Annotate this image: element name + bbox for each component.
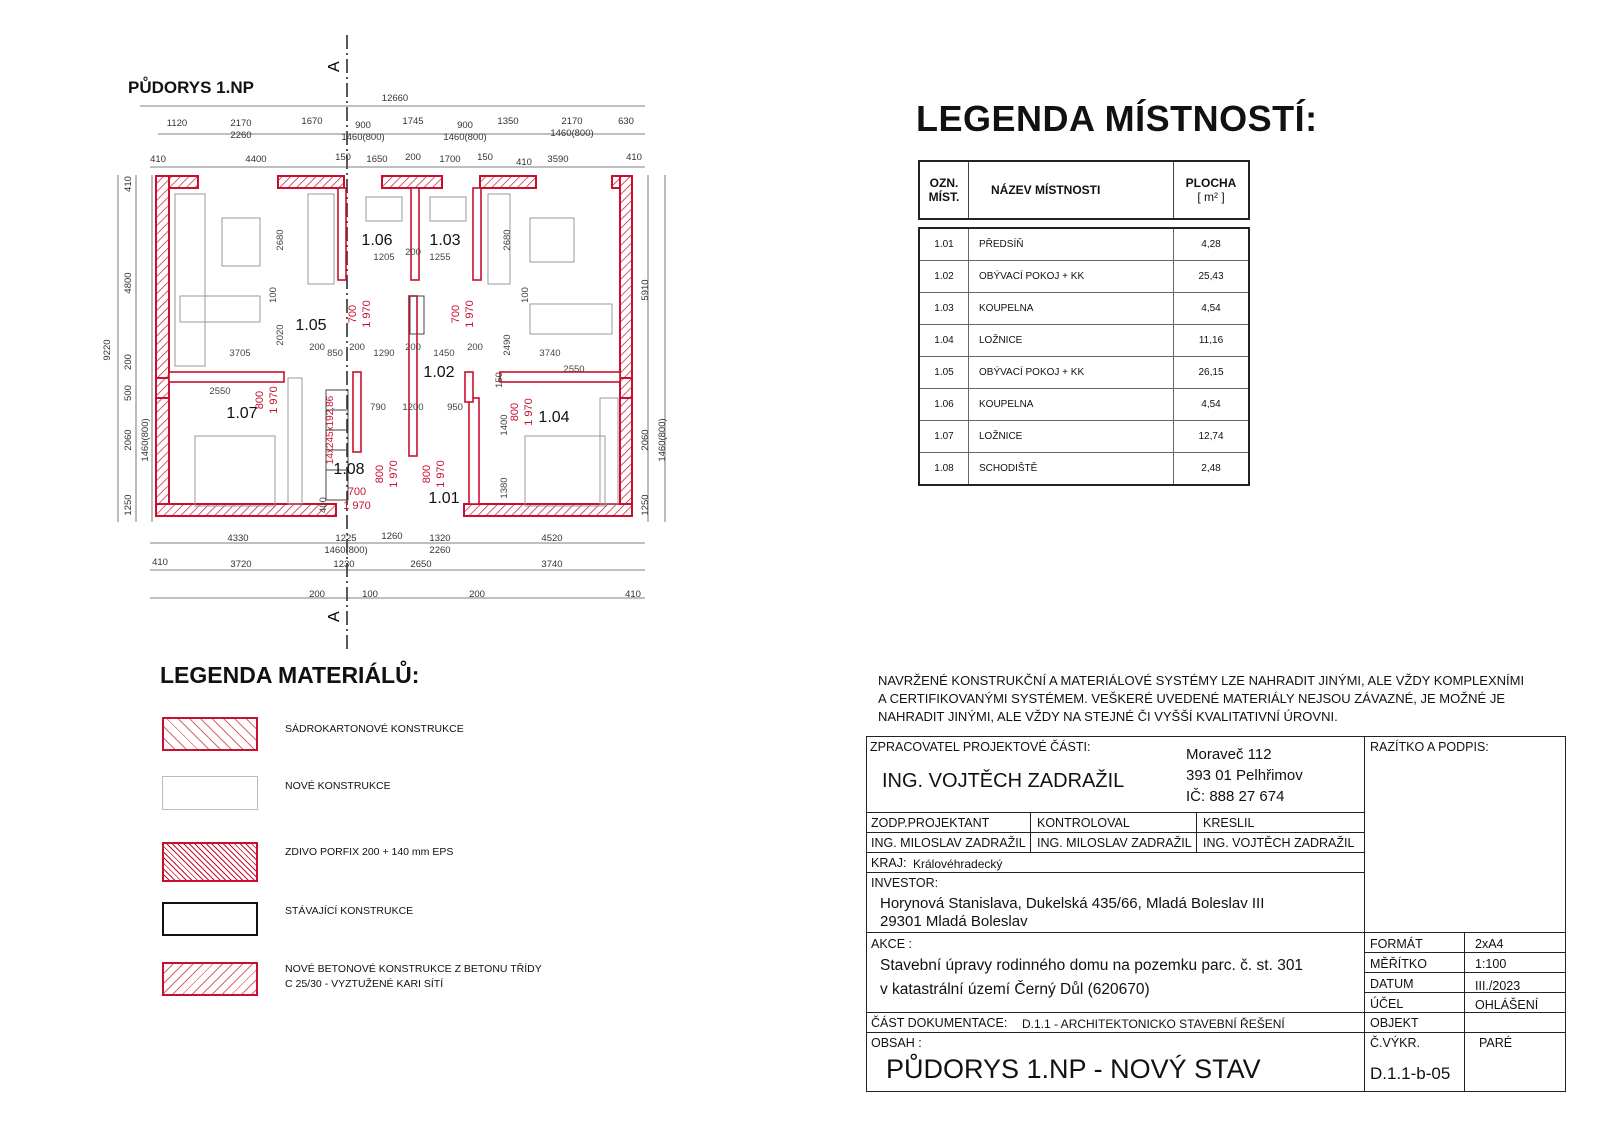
rooms-legend-header xyxy=(918,160,1250,220)
table-row: 1.08 SCHODIŠTĚ 2,48 xyxy=(919,453,1249,486)
door-label: 800 xyxy=(254,390,266,410)
room-label-1.03: 1.03 xyxy=(429,232,461,249)
dim-label: 1670 xyxy=(301,116,323,127)
door-label: 1 970 xyxy=(388,460,400,488)
address-line1: Moraveč 112 xyxy=(1186,746,1272,763)
dim-label: 410 xyxy=(626,152,642,163)
materials-legend-title: LEGENDA MATERIÁLŮ: xyxy=(160,662,420,688)
dim-label: 150 xyxy=(335,152,351,163)
material-label: NOVÉ BETONOVÉ KONSTRUKCE Z BETONU TŘÍDY xyxy=(285,963,542,975)
dim-label: 1250 xyxy=(640,494,651,516)
dim-label: 3590 xyxy=(547,154,569,165)
investor-label: INVESTOR: xyxy=(871,876,939,890)
dim-label: 1225 xyxy=(335,533,357,544)
dim-label: 1460(800) xyxy=(657,418,668,462)
dim-label: 850 xyxy=(327,348,343,359)
dim-label: 4330 xyxy=(227,533,249,544)
dim-label: 1460(800) xyxy=(443,132,487,143)
dim-label: 630 xyxy=(618,116,634,127)
ucel-label: ÚČEL xyxy=(1370,997,1404,1011)
kraj-label: KRAJ: xyxy=(871,856,907,870)
dim-label: 200 xyxy=(467,342,483,353)
dim-label: 410 xyxy=(516,157,532,168)
dim-label: 500 xyxy=(123,385,134,401)
objekt-label: OBJEKT xyxy=(1370,1016,1419,1030)
dim-label: 1460(800) xyxy=(324,545,368,556)
dim-label: 2650 xyxy=(410,559,432,570)
dim-label: 2550 xyxy=(209,386,231,397)
dim-label: 200 xyxy=(405,247,421,258)
door-label: 700 xyxy=(347,486,367,498)
obsah-value: PŮDORYS 1.NP - NOVÝ STAV xyxy=(886,1054,1261,1084)
dim-label: 2490 xyxy=(502,334,513,356)
dim-label: 5910 xyxy=(640,279,651,301)
dim-label: 200 xyxy=(309,342,325,353)
dim-label: 4400 xyxy=(245,154,267,165)
format-label: FORMÁT xyxy=(1370,937,1423,951)
dim-label: 2680 xyxy=(275,229,286,251)
door-label: 1 970 xyxy=(435,460,447,488)
dim-label: 200 xyxy=(405,152,421,163)
zodp-label: ZODP.PROJEKTANT xyxy=(871,816,990,830)
dim-label: 900 xyxy=(355,120,371,131)
meritko-value: 1:100 xyxy=(1475,957,1507,971)
akce-line2: v katastrální území Černý Důl (620670) xyxy=(880,981,1150,998)
address-line2: 393 01 Pelhřimov xyxy=(1186,767,1303,784)
meritko-label: MĚŘÍTKO xyxy=(1370,957,1427,971)
obsah-label: OBSAH : xyxy=(871,1036,922,1050)
dim-label: 1450 xyxy=(433,348,455,359)
dim-label: 790 xyxy=(370,402,386,413)
dim-label: 950 xyxy=(447,402,463,413)
room-label-1.02: 1.02 xyxy=(423,364,455,381)
door-label: 800 xyxy=(374,464,386,484)
dim-label: 1250 xyxy=(123,494,134,516)
swatch-existing xyxy=(162,902,258,936)
door-label: 1 970 xyxy=(523,398,535,426)
dim-label: 150 xyxy=(494,372,505,388)
door-label: 700 xyxy=(347,304,359,324)
dim-label: 1230 xyxy=(333,559,355,570)
kreslil-name: ING. VOJTĚCH ZADRAŽIL xyxy=(1203,836,1355,850)
door-label: 1 970 xyxy=(361,300,373,328)
dim-total-depth: 9220 xyxy=(102,339,113,361)
room-label-1.08: 1.08 xyxy=(333,461,365,478)
dim-label: 410 xyxy=(150,154,166,165)
datum-value: III./2023 xyxy=(1475,979,1521,993)
akce-label: AKCE : xyxy=(871,937,912,951)
rooms-legend-title: LEGENDA MÍSTNOSTÍ: xyxy=(916,98,1318,139)
format-value: 2xA4 xyxy=(1475,937,1504,951)
investor-line1: Horynová Stanislava, Dukelská 435/66, Mladá Boleslav III xyxy=(880,895,1265,912)
rooms-legend-table xyxy=(918,227,1250,486)
swatch-drywall xyxy=(162,717,258,751)
dim-label: 1380 xyxy=(499,477,510,499)
dim-label: 2260 xyxy=(230,130,252,141)
zpracovatel-label: ZPRACOVATEL PROJEKTOVÉ ČÁSTI: xyxy=(870,740,1091,754)
table-row: 1.01 PŘEDSÍŇ 4,28 xyxy=(919,228,1249,261)
dim-label: 150 xyxy=(477,152,493,163)
ucel-value: OHLÁŠENÍ xyxy=(1475,998,1539,1012)
kontroloval-name: ING. MILOSLAV ZADRAŽIL xyxy=(1037,836,1192,850)
pare-label: PARÉ xyxy=(1479,1036,1513,1050)
dim-label: 4800 xyxy=(123,272,134,294)
dim-label: 410 xyxy=(152,557,168,568)
dim-label: 3720 xyxy=(230,559,252,570)
floor-plan-drawing xyxy=(0,0,700,660)
dim-label: 200 xyxy=(405,342,421,353)
material-label: SÁDROKARTONOVÉ KONSTRUKCE xyxy=(285,723,464,735)
dim-label: 100 xyxy=(362,589,378,600)
dim-label: 3740 xyxy=(539,348,561,359)
section-mark-bottom: A xyxy=(326,611,343,622)
table-row: 1.03 KOUPELNA 4,54 xyxy=(919,293,1249,325)
dim-label: 1205 xyxy=(373,252,395,263)
dim-label: 1320 xyxy=(429,533,451,544)
kontroloval-label: KONTROLOVAL xyxy=(1037,816,1130,830)
dim-label: 1460(800) xyxy=(550,128,594,139)
dim-label: 1745 xyxy=(402,116,424,127)
dim-label: 2060 xyxy=(640,429,651,451)
swatch-new xyxy=(162,776,258,810)
materials-note: NAVRŽENÉ KONSTRUKČNÍ A MATERIÁLOVÉ SYSTÉMY LZE NAHRADIT JINÝMI, ALE VŽDY KOMPLEXNÍMI A CERTIFIKOVANÝMI SYSTÉMEM. VEŠKERÉ UVEDENÉ MATERIÁLY NEJSOU ZÁVAZNÉ, JE MOŽNÉ JE NAHRADIT JINÝMI, ALE VŽDY NA STEJNÉ ČI VYŠŠÍ KVALITATIVNÍ ÚROVNI. xyxy=(878,673,1525,724)
swatch-masonry xyxy=(162,842,258,882)
door-label: 700 xyxy=(450,304,462,324)
cvykr-label: Č.VÝKR. xyxy=(1370,1036,1421,1050)
room-label-1.04: 1.04 xyxy=(538,409,570,426)
table-row: 1.06 KOUPELNA 4,54 xyxy=(919,389,1249,421)
material-label: NOVÉ KONSTRUKCE xyxy=(285,780,391,792)
dim-label: 100 xyxy=(520,287,531,303)
dim-label: 1400 xyxy=(499,414,510,436)
akce-line1: Stavební úpravy rodinného domu na pozemku parc. č. st. 301 xyxy=(880,957,1304,974)
swatch-concrete xyxy=(162,962,258,996)
material-label: ZDIVO PORFIX 200 + 140 mm EPS xyxy=(285,846,454,858)
dim-label: 1700 xyxy=(439,154,461,165)
dim-label: 2680 xyxy=(502,229,513,251)
room-label-1.01: 1.01 xyxy=(428,490,460,507)
dim-label: 4520 xyxy=(541,533,563,544)
dim-label: 1260 xyxy=(381,531,403,542)
dim-label: 1650 xyxy=(366,154,388,165)
door-label: 800 xyxy=(509,402,521,422)
room-label-1.07: 1.07 xyxy=(226,405,258,422)
kraj-value: Královéhradecký xyxy=(913,857,1003,871)
door-label: 800 xyxy=(421,464,433,484)
table-row: 1.02 OBÝVACÍ POKOJ + KK 25,43 xyxy=(919,261,1249,293)
dim-label: 400 xyxy=(318,497,329,513)
dim-label: 410 xyxy=(625,589,641,600)
door-label: 1 970 xyxy=(343,500,371,512)
table-row: 1.05 OBÝVACÍ POKOJ + KK 26,15 xyxy=(919,357,1249,389)
dim-label: 1290 xyxy=(373,348,395,359)
header-area: PLOCHA [ m² ] xyxy=(1174,161,1250,219)
dim-label: 1120 xyxy=(166,118,188,129)
dim-label: 2020 xyxy=(275,324,286,346)
section-mark-top: A xyxy=(326,61,343,72)
dim-label: 100 xyxy=(268,287,279,303)
header-ozn: OZN. MÍST. xyxy=(919,161,969,219)
dim-label: 3740 xyxy=(541,559,563,570)
dim-label: 900 xyxy=(457,120,473,131)
dim-label: 1350 xyxy=(497,116,519,127)
dim-label: 1200 xyxy=(402,402,424,413)
table-row: 1.07 LOŽNICE 12,74 xyxy=(919,421,1249,453)
dim-label: 2550 xyxy=(563,364,585,375)
investor-line2: 29301 Mladá Boleslav xyxy=(880,913,1028,930)
dim-label: 2170 xyxy=(561,116,583,127)
ic: IČ: 888 27 674 xyxy=(1186,788,1285,805)
dim-label: 2060 xyxy=(123,429,134,451)
cvykr-value: D.1.1-b-05 xyxy=(1370,1064,1451,1083)
dim-label: 3705 xyxy=(229,348,251,359)
razitko-label: RAZÍTKO A PODPIS: xyxy=(1370,740,1489,754)
dim-label: 200 xyxy=(123,354,134,370)
dim-label: 2170 xyxy=(230,118,252,129)
door-label: 1 970 xyxy=(464,300,476,328)
material-label: C 25/30 - VYZTUŽENÉ KARI SÍTÍ xyxy=(285,978,444,990)
header-name: NÁZEV MÍSTNOSTI xyxy=(969,161,1174,219)
dim-label: 200 xyxy=(469,589,485,600)
dim-total-width: 12660 xyxy=(381,93,409,104)
zpracovatel-name: ING. VOJTĚCH ZADRAŽIL xyxy=(882,770,1125,792)
dim-label: 2260 xyxy=(429,545,451,556)
dim-label: 1460(800) xyxy=(341,132,385,143)
plan-title: PŮDORYS 1.NP xyxy=(128,78,254,97)
material-label: STÁVAJÍCÍ KONSTRUKCE xyxy=(285,905,414,917)
dim-label: 200 xyxy=(349,342,365,353)
table-row: 1.04 LOŽNICE 11,16 xyxy=(919,325,1249,357)
cast-label: ČÁST DOKUMENTACE: xyxy=(871,1016,1008,1030)
dim-label: 410 xyxy=(123,176,134,192)
dim-label: 200 xyxy=(309,589,325,600)
dim-label: 1255 xyxy=(429,252,451,263)
cast-value: D.1.1 - ARCHITEKTONICKO STAVEBNÍ ŘEŠENÍ xyxy=(1022,1017,1285,1031)
kreslil-label: KRESLIL xyxy=(1203,816,1255,830)
zodp-name: ING. MILOSLAV ZADRAŽIL xyxy=(871,836,1026,850)
room-label-1.05: 1.05 xyxy=(295,317,327,334)
door-label: 1 970 xyxy=(268,386,280,414)
dim-label: 1460(800) xyxy=(140,418,151,462)
room-label-1.06: 1.06 xyxy=(361,232,393,249)
datum-label: DATUM xyxy=(1370,977,1414,991)
stair-label: 14x245x192,86 xyxy=(325,395,336,465)
